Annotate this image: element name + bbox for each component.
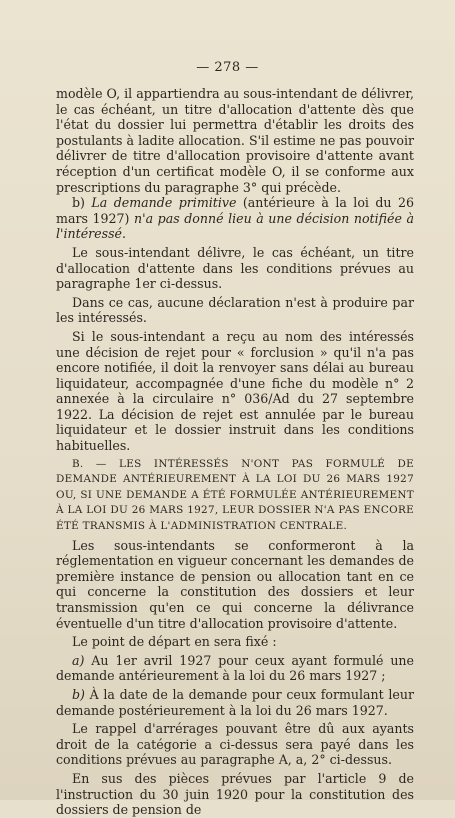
paragraph-text: À la date de la demande pour ceux formulant leur demande postérieurement à la loi du 26 mars 1927.: [56, 686, 414, 718]
item-label: b): [72, 686, 85, 702]
page-number: — 278 —: [196, 60, 259, 75]
paragraph-text: (antérieure à la loi du 26 mars 1927): [56, 195, 414, 226]
paragraph: Le point de départ en sera fixé :: [72, 634, 277, 650]
item-label: b): [72, 195, 85, 211]
paragraph-item-b: [56, 687, 414, 718]
italic-heading: La demande primitive: [91, 195, 237, 211]
item-label: a): [72, 652, 85, 668]
paragraph: En sus des pièces prévues par l'article 9 de l'instruction du 30 juin 1920 pour la constitution des dossiers de pension de: [56, 770, 414, 818]
italic-text: n'a pas donné lieu à une décision notifiée à l'intéressé.: [56, 210, 414, 242]
paragraph: Le sous-intendant délivre, le cas échéant, un titre d'allocation d'attente dans les conditions prévues au paragraphe 1er ci-dessus.: [56, 244, 414, 292]
paragraph: Le rappel d'arrérages pouvant être dû aux ayants droit de la catégorie a ci-dessus sera payé dans les conditions prévues au paragraphe A, a, 2° ci-dessus.: [56, 721, 414, 768]
document-body: [56, 86, 414, 818]
paragraph: Dans ce cas, aucune déclaration n'est à produire par les intéressés.: [56, 294, 414, 326]
paragraph-text: Au 1er avril 1927 pour ceux ayant formulé une demande antérieurement à la loi du 26 mars 1927 ;: [56, 652, 414, 684]
paragraph: modèle O, il appartiendra au sous-intendant de délivrer, le cas échéant, un titre d'allocation d'attente dès que l'état du dossier lui permettra d'établir les droits des postulants à ladite allocation. S'il estime ne pas pouvoir délivrer de titre d'allocation provisoire d'attente avant réception d'un certificat modèle O, il se conforme aux prescriptions du paragraphe 3° qui précède.: [56, 86, 414, 195]
section-heading-b: B. — LES INTÉRESSÉS N'ONT PAS FORMULÉ DE DEMANDE ANTÉRIEUREMENT À LA LOI DU 26 MARS 1927 OU, SI UNE DEMANDE A ÉTÉ FORMULÉE ANTÉRIEUREMENT À LA LOI DU 26 MARS 1927, LEUR DOSSIER N'A PAS ENCORE ÉTÉ TRANSMIS À L'ADMINISTRATION CENTRALE.: [56, 457, 414, 533]
paragraph: Les sous-intendants se conformeront à la réglementation en vigueur concernant les demandes de première instance de pension ou allocation tant en ce qui concerne la constitution des dossiers et leur transmission qu'en ce qui concerne la délivrance éventuelle d'un titre d'allocation provisoire d'attente.: [56, 537, 414, 631]
paragraph-b-primitive: [56, 195, 414, 242]
paragraph-item-a: [56, 653, 414, 684]
paragraph: Si le sous-intendant a reçu au nom des intéressés une décision de rejet pour « forclusion » qu'il n'a pas encore notifiée, il doit la renvoyer sans délai au bureau liquidateur, accompagnée d'une fiche du modèle n° 2 annexée à la circulaire n° 036/Ad du 27 septembre 1922. La décision de rejet est annulée par le bureau liquidateur et le dossier instruit dans les conditions habituelles.: [56, 328, 414, 454]
